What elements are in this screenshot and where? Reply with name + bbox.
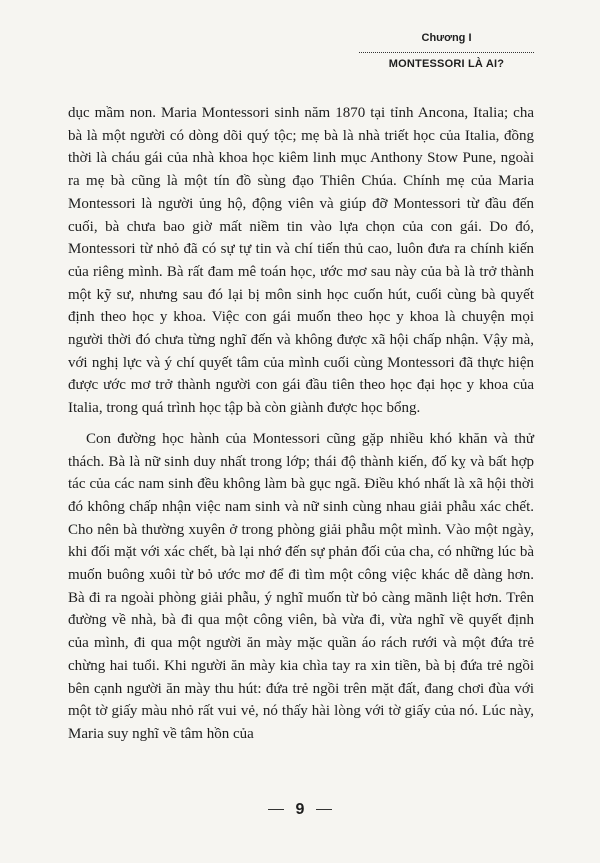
running-header [359, 31, 534, 71]
paragraph-1: dục mầm non. Maria Montessori sinh năm 1870 tại tỉnh Ancona, Italia; cha bà là một người có dòng dõi quý tộc; mẹ bà là nhà triết học của Italia, đồng thời là cháu gái của nhà khoa học kiêm linh mục Anthony Stow Pune, ngoài ra mẹ bà cũng là một tín đồ sùng đạo Thiên Chúa. Chính mẹ của Maria Montessori là người ủng hộ, động viên và giúp đỡ Montessori từ đầu đến cuối, bà chưa bao giờ mất niềm tin vào lựa chọn của con gái. Do đó, Montessori từ nhỏ đã có sự tự tin và chí tiến thủ cao, luôn đưa ra chính kiến của riêng mình. Bà rất đam mê toán học, ước mơ sau này của bà là trở thành một kỹ sư, nhưng sau đó lại bị môn sinh học cuốn hút, cuối cùng bà quyết định theo học y khoa. Việc con gái muốn theo học y khoa là chuyện mọi người thời đó chưa từng nghĩ đến và không được xã hội chấp nhận. Vậy mà, với nghị lực và ý chí quyết tâm của mình cuối cùng Montessori đã thực hiện được ước mơ trở thành người con gái đầu tiên theo học đại học y khoa của Italia, trong quá trình học tập bà còn giành được học bổng. [68, 105, 534, 417]
page-footer [0, 801, 600, 819]
chapter-title: MONTESSORI LÀ AI? [388, 58, 505, 70]
paragraph-2: Con đường học hành của Montessori cũng gặp nhiều khó khăn và thử thách. Bà là nữ sinh duy nhất trong lớp; thái độ thành kiến, đố kỵ và bất hợp tác của các nam sinh đều không làm bà gục ngã. Điều khó nhất là xã hội thời đó không chấp nhận việc nam sinh và nữ sinh cùng nhau giải phẫu xác chết. Cho nên bà thường xuyên ở trong phòng giải phẫu một mình. Vào một ngày, khi đối mặt với xác chết, bà lại nhớ đến sự phản đối của cha, có những lúc bà muốn buông xuôi từ bỏ ước mơ để đi tìm một công việc khác dễ dàng hơn. Bà đi ra ngoài phòng giải phẫu, ý nghĩ muốn từ bỏ càng mãnh liệt hơn. Trên đường về nhà, bà đi qua một công viên, bà vừa đi, vừa nghĩ về quyết định của mình, đi qua một người ăn mày mặc quần áo rách rưới và một đứa trẻ chừng hai tuổi. Khi người ăn mày kia chìa tay ra xin tiền, bà bị đứa trẻ ngồi bên cạnh người ăn mày thu hút: đứa trẻ ngồi trên mặt đất, đang chơi đùa với một tờ giấy màu nhỏ rất vui vẻ, nó thấy hài lòng với tờ giấy của nó. Lúc này, Maria suy nghĩ về tâm hồn của [68, 430, 534, 742]
body-text [68, 102, 534, 746]
dotted-divider [359, 52, 534, 53]
page-number: 9 [295, 801, 305, 818]
footer-dash-left [268, 809, 284, 810]
chapter-label: Chương I [421, 32, 472, 44]
footer-dash-right [316, 809, 332, 810]
